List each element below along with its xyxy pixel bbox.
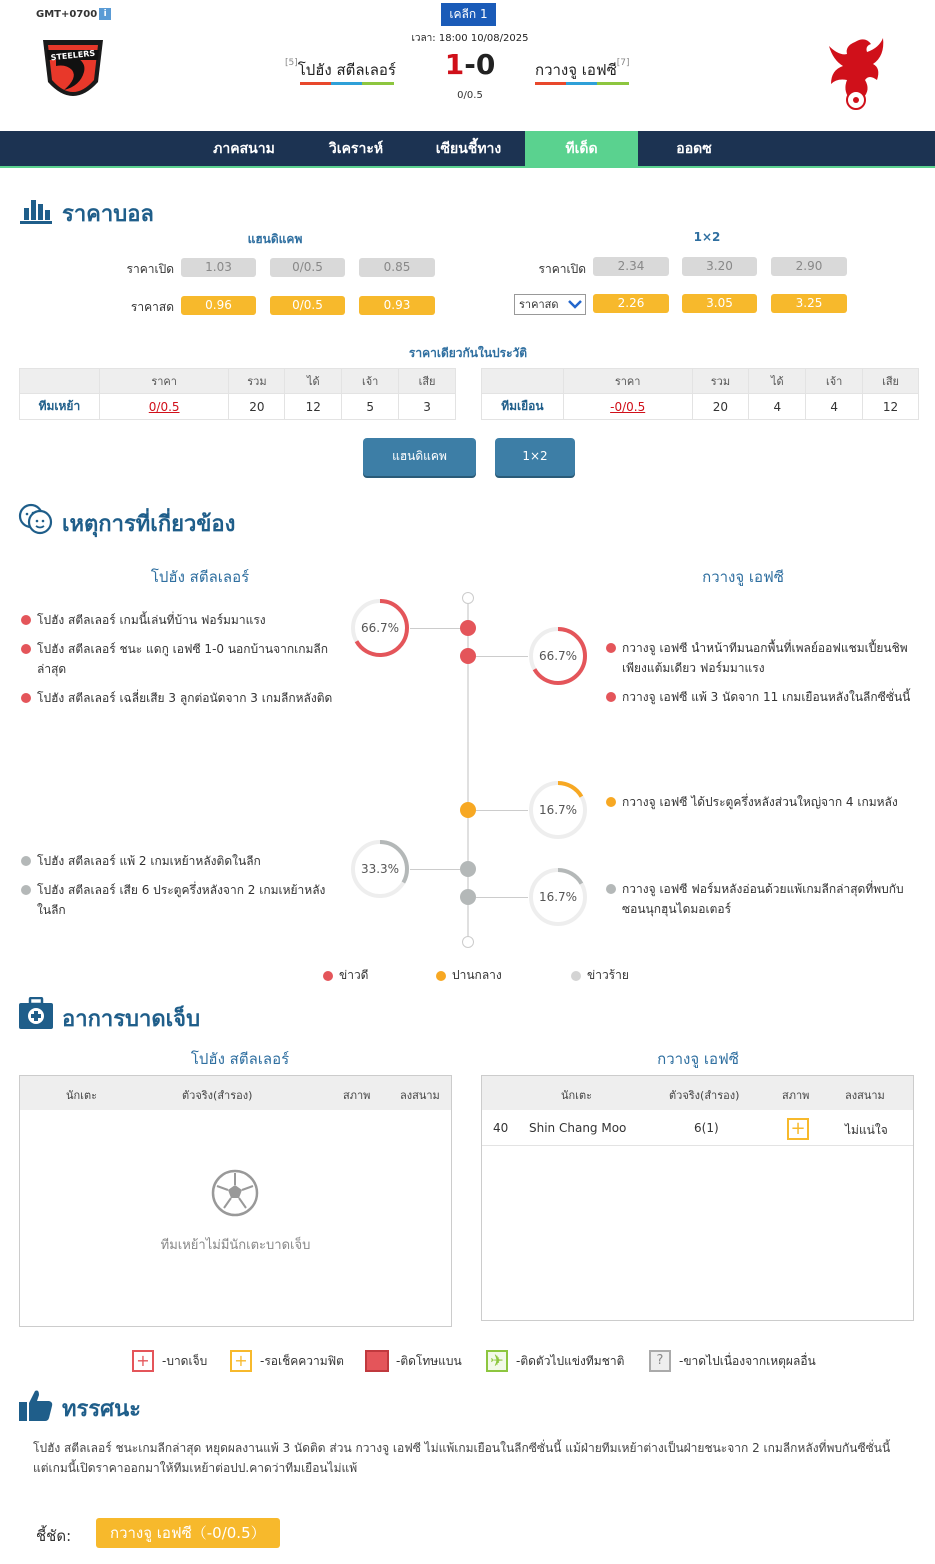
- connector: [410, 869, 460, 870]
- suspended-icon: [365, 1350, 389, 1372]
- away-rank: [7]: [616, 58, 630, 68]
- pick-badge: กวางจู เอฟซี（-0/0.5）: [96, 1518, 280, 1548]
- home-logo: [38, 34, 108, 110]
- timeline-start: [462, 592, 474, 604]
- event-item: โปฮัง สตีลเลอร์ เสีย 6 ประตูครึ่งหลังจาก 2 เกมเหย้าหลังในลีก: [37, 880, 337, 920]
- dot-icon: [571, 971, 581, 981]
- dot-icon: [323, 971, 333, 981]
- history-title: ราคาเดียวกันในประวัติ: [408, 346, 528, 360]
- away-history-table: ราคา รวม ได้ เจ้า เสีย ทีมเยือน -0/0.5 20 4 4 12: [481, 368, 919, 420]
- x12-live-draw: 3.05: [682, 294, 757, 313]
- handicap-title: แฮนดิแคพ: [247, 232, 303, 246]
- away-logo: [825, 34, 887, 112]
- legend-fitness: -รอเช็คความฟิต: [260, 1354, 344, 1368]
- event-item: กวางจู เอฟซี แพ้ 3 นัดจาก 11 เกมเยือนหลังในลีกซีซั่นนี้: [622, 687, 914, 707]
- hcp-live-home: 0.96: [181, 296, 256, 315]
- connector: [476, 897, 528, 898]
- table-row: ทีมเหย้า 0/0.5 20 12 5 3: [20, 394, 456, 420]
- x12-live-away: 3.25: [771, 294, 847, 313]
- hcp-live-away: 0.93: [359, 296, 435, 315]
- connector: [476, 810, 528, 811]
- league-badge[interactable]: เคลีก 1: [441, 3, 496, 26]
- connector: [476, 656, 528, 657]
- event-item: โปฮัง สตีลเลอร์ ชนะ แดกู เอฟซี 1-0 นอกบ้านจากเกมลีกล่าสุด: [37, 639, 337, 679]
- away-injury-panel: [481, 1075, 914, 1321]
- x12-live-home: 2.26: [593, 294, 669, 313]
- event-item: โปฮัง สตีลเลอร์ เฉลี่ยเสีย 3 ลูกต่อนัดจาก 3 เกมลีกหลังติด: [37, 688, 337, 708]
- bar-chart-icon: [20, 196, 52, 224]
- odds-type-select[interactable]: ราคาสด: [514, 294, 586, 315]
- connector: [410, 628, 460, 629]
- info-icon[interactable]: i: [99, 8, 111, 20]
- chevron-down-icon: [567, 296, 583, 312]
- opinion-title: ทรรศนะ: [62, 1397, 141, 1422]
- chat-faces-icon: [18, 503, 54, 535]
- injury-home-team: โปฮัง สตีลเลอร์: [190, 1050, 290, 1068]
- legend-injured: -บาดเจ็บ: [162, 1354, 208, 1368]
- injury-away-team: กวางจู เอฟซี: [657, 1050, 739, 1068]
- timeline-end: [462, 936, 474, 948]
- hcp-open-away: 0.85: [359, 258, 435, 277]
- event-item: โปฮัง สตีลเลอร์ เกมนี้เล่นที่บ้าน ฟอร์มมาแรง: [37, 610, 337, 630]
- x12-button[interactable]: 1×2: [495, 438, 575, 476]
- hcp-live-line: 0/0.5: [270, 296, 345, 315]
- x12-open-away: 2.90: [771, 257, 847, 276]
- legend-good: ข่าวดี: [323, 964, 368, 986]
- table-row: 40 Shin Chang Moo 6(1) + ไม่แน่ใจ: [482, 1112, 913, 1146]
- x12-open-draw: 3.20: [682, 257, 757, 276]
- event-item: กวางจู เอฟซี ได้ประตูครึ่งหลังส่วนใหญ่จาก 4 เกมหลัง: [622, 792, 914, 812]
- match-time: เวลา: 18:00 10/08/2025: [411, 33, 529, 44]
- node-away-mid: [460, 802, 476, 818]
- home-injury-panel: [19, 1075, 452, 1327]
- pick-label: ชี้ชัด:: [36, 1527, 72, 1545]
- injury-title: อาการบาดเจ็บ: [62, 1007, 201, 1032]
- events-home-team: โปฮัง สตีลเลอร์: [150, 568, 250, 586]
- hcp-live-label: ราคาสด: [130, 300, 174, 314]
- legend-national: -ติดตัวไปแข่งทีมชาติ: [516, 1354, 625, 1368]
- dot-icon: [436, 971, 446, 981]
- tab-odds[interactable]: ออดซ: [676, 141, 712, 157]
- home-history-price[interactable]: 0/0.5: [99, 394, 229, 420]
- home-rank: [5]: [284, 58, 298, 68]
- main-nav: [0, 131, 935, 168]
- home-team-name[interactable]: [5]โปฮัง สตีลเลอร์: [284, 58, 396, 79]
- legend-bad: ข่าวร้าย: [571, 964, 629, 986]
- event-item: โปฮัง สตีลเลอร์ แพ้ 2 เกมเหย้าหลังติดในลีก: [37, 851, 337, 871]
- node-away-good: [460, 648, 476, 664]
- events-title: เหตุการที่เกี่ยวข้อง: [62, 512, 236, 537]
- injury-table-header: นักเตะ ตัวจริง(สำรอง) สภาพ ลงสนาม: [482, 1076, 913, 1110]
- injured-icon: +: [132, 1350, 154, 1372]
- tab-analysis[interactable]: วิเคราะห์: [328, 141, 384, 157]
- ring-away-mid: 16.7%: [528, 780, 588, 840]
- x12-title: 1×2: [693, 230, 721, 244]
- player-name[interactable]: Shin Chang Moo: [529, 1121, 627, 1135]
- x12-open-label: ราคาเปิด: [538, 262, 586, 276]
- home-underline: [300, 82, 394, 85]
- no-injury-message: ทีมเหย้าไม่มีนักเตะบาดเจ็บ: [160, 1238, 311, 1253]
- x12-open-home: 2.34: [593, 257, 669, 276]
- ring-away-bad: 16.7%: [528, 867, 588, 927]
- tab-field[interactable]: ภาคสนาม: [213, 141, 275, 157]
- tab-tips[interactable]: ทีเด็ด: [525, 131, 638, 168]
- score: 1-0: [444, 48, 496, 81]
- away-underline: [535, 82, 629, 85]
- question-icon: ?: [649, 1350, 671, 1372]
- node-home-good: [460, 620, 476, 636]
- event-item: กวางจู เอฟซี นำหน้าทีมนอกพื้นที่เพลย์ออฟแชมเปี้ยนชิพเพียงแต้มเดียว ฟอร์มมาแรง: [622, 638, 914, 678]
- ring-home-good: 66.7%: [350, 598, 410, 658]
- legend-mid: ปานกลาง: [436, 964, 502, 986]
- fitness-check-icon: +: [230, 1350, 252, 1372]
- injury-table-header: นักเตะ ตัวจริง(สำรอง) สภาพ ลงสนาม: [20, 1076, 451, 1110]
- hcp-open-home: 1.03: [181, 258, 256, 277]
- soccer-ball-icon: [210, 1168, 260, 1218]
- thumbs-up-icon: [19, 1389, 53, 1421]
- first-aid-kit-icon: [19, 997, 53, 1029]
- node-away-bad: [460, 889, 476, 905]
- tab-expert[interactable]: เซียนชี้ทาง: [435, 141, 502, 157]
- away-team-name[interactable]: กวางจู เอฟซี[7]: [535, 58, 630, 79]
- timezone-label: GMT+0700 i: [36, 8, 111, 20]
- plus-yellow-icon: +: [787, 1118, 809, 1140]
- hcp-open-label: ราคาเปิด: [126, 262, 174, 276]
- table-row: ทีมเยือน -0/0.5 20 4 4 12: [482, 394, 919, 420]
- odds-title: ราคาบอล: [62, 202, 154, 227]
- away-history-price[interactable]: -0/0.5: [563, 394, 692, 420]
- legend-suspended: -ติดโทษแบน: [396, 1354, 462, 1368]
- handicap-button[interactable]: แฮนดิแคพ: [363, 438, 476, 476]
- event-item: กวางจู เอฟซี ฟอร์มหลังอ่อนด้วยแพ้เกมลีกล่าสุดที่พบกับ ซอนนุกฮุนไดมอเตอร์: [622, 879, 914, 919]
- opinion-text: โปฮัง สตีลเลอร์ ชนะเกมลีกล่าสุด หยุดผลงานแพ้ 3 นัดติด ส่วน กวางจู เอฟซี ไม่แพ้เกมเยือนในลีกซีซั่นนี้ แม้ฝ่ายทีมเหย้าต่างเป็นฝ่ายชนะจาก 2 เกมลีกหลังที่พบกันซีซั่นนี้ แต่เกมนี้เปิดราคาออกมาให้ทีมเหย้าต่อปป.คาดว่าทีมเยือนไม่แพ้: [33, 1441, 891, 1475]
- legend-other: -ขาดไปเนื่องจากเหตุผลอื่น: [679, 1354, 816, 1368]
- hcp-open-line: 0/0.5: [270, 258, 345, 277]
- match-handicap: 0/0.5: [457, 90, 483, 101]
- ring-away-good: 66.7%: [528, 626, 588, 686]
- home-history-table: ราคา รวม ได้ เจ้า เสีย ทีมเหย้า 0/0.5 20 12 5 3: [19, 368, 456, 420]
- airplane-icon: ✈: [486, 1350, 508, 1372]
- svg-text:STEELERS: STEELERS: [50, 48, 96, 63]
- events-away-team: กวางจู เอฟซี: [702, 568, 784, 586]
- node-home-bad: [460, 861, 476, 877]
- ring-home-bad: 33.3%: [350, 839, 410, 899]
